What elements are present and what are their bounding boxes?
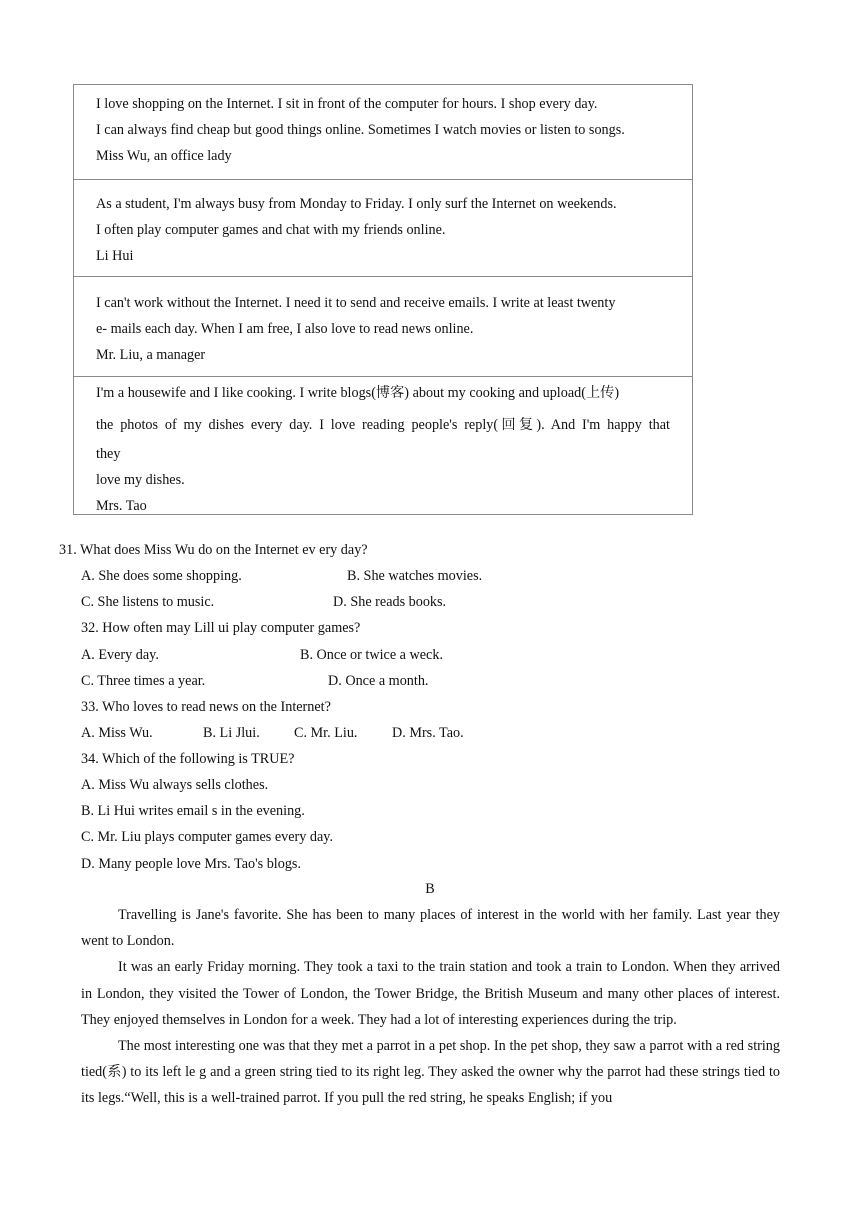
passage-paragraph [81,902,780,954]
cell-line: I often play computer games and chat with my friends online. [96,222,446,238]
question-31-option-a: A. She does some shopping. [81,568,242,584]
cell-line: I'm a housewife and I like cooking. I write blogs(博客) about my cooking and upload(上传) [96,385,620,401]
section-b-title: B [425,881,435,897]
question-31-option-c: C. She listens to music. [81,594,215,610]
passage-paragraph [81,1033,780,1112]
question-32-option-a: A. Every day. [81,647,159,663]
passage-a-table [73,84,693,515]
cell-line: I can always find cheap but good things online. Sometimes I watch movies or listen to songs. [96,122,625,138]
cell-line: love my dishes. [96,472,185,488]
section-b-passage [81,902,780,1112]
question-31-option-d: D. She reads books. [333,594,447,610]
cell-signature: Li Hui [96,248,134,264]
question-34-option-c: C. Mr. Liu plays computer games every day. [81,829,334,845]
table-cell-mr-liu [74,277,692,377]
passage-paragraph [81,954,780,1033]
question-33-option-b: B. Li Jlui. [203,725,260,741]
cell-line: As a student, I'm always busy from Monday to Friday. I only surf the Internet on weekends. [96,196,617,212]
table-cell-miss-wu [74,85,692,180]
paragraph-text: The most interesting one was that they met a parrot in a pet shop. In the pet shop, they saw a parrot with a red string tied(系) to its left le g and a green string tied to its right leg. They asked the owner why the parrot had these strings tied to its legs.“Well, this is a well-trained parrot. If you pull the red string, he speaks English; if you [81,1038,780,1107]
question-33-option-c: C. Mr. Liu. [294,725,358,741]
cell-signature: Miss Wu, an office lady [96,148,232,164]
cell-signature: Mr. Liu, a manager [96,347,206,363]
cell-line: e- mails each day. When I am free, I also love to read news online. [96,321,474,337]
question-31-option-b: B. She watches movies. [347,568,483,584]
table-cell-li-hui [74,180,692,277]
question-33-stem: 33. Who loves to read news on the Internet? [81,699,331,715]
question-34-option-b: B. Li Hui writes email s in the evening. [81,803,305,819]
question-31-stem: 31. What does Miss Wu do on the Internet ev ery day? [59,542,368,558]
table-cell-mrs-tao [74,377,692,514]
question-33-option-a: A. Miss Wu. [81,725,153,741]
paragraph-text: It was an early Friday morning. They took a taxi to the train station and took a train to London. When they arrived in London, they visited the Tower of London, the Tower Bridge, the British Museum and many other places of interest. They enjoyed themselves in London for a week. They had a lot of interesting experiences during the trip. [81,959,780,1028]
question-34-stem: 34. Which of the following is TRUE? [81,751,295,767]
paragraph-text: Travelling is Jane's favorite. She has been to many places of interest in the world with her family. Last year they went to London. [81,907,780,950]
question-32-stem: 32. How often may Lill ui play computer games? [81,620,361,636]
question-32-option-d: D. Once a month. [328,673,429,689]
question-34-option-d: D. Many people love Mrs. Tao's blogs. [81,856,302,872]
cell-signature: Mrs. Tao [96,498,147,514]
question-32-option-c: C. Three times a year. [81,673,206,689]
cell-line: the photos of my dishes every day. I love reading people's reply(回复). And I'm happy that [96,417,670,433]
question-32-option-b: B. Once or twice a weck. [300,647,443,663]
question-34-option-a: A. Miss Wu always sells clothes. [81,777,269,793]
cell-line: I love shopping on the Internet. I sit in front of the computer for hours. I shop every day. [96,96,598,112]
question-33-option-d: D. Mrs. Tao. [392,725,464,741]
cell-line: I can't work without the Internet. I need it to send and receive emails. I write at least twenty [96,295,616,311]
cell-line: they [96,446,121,462]
